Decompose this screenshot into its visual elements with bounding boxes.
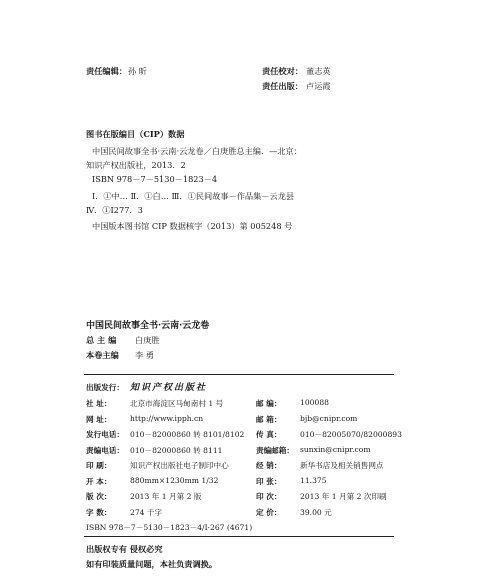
publisher-right-value-1: bjb@cnipr.com [300, 413, 358, 423]
publisher-right-label-7: 定 价： [256, 507, 282, 517]
cip-classification-1: Ⅰ．①中… Ⅱ．①白… Ⅲ．①民间故事－作品集－云龙县 [92, 191, 295, 201]
book-title: 中国民间故事全书·云南·云龙卷 [86, 321, 210, 331]
publisher-left-label-4: 印 刷： [86, 461, 112, 470]
publisher-right-label-2: 传 真： [256, 430, 282, 439]
proof: 董志英 [306, 66, 331, 76]
top-rule [84, 374, 394, 375]
publisher-left-label-1: 网 址： [86, 414, 112, 424]
publisher-left-label-6: 版 次： [86, 492, 112, 501]
publisher-right-value-2: 010－82005070/82000893 [300, 430, 402, 439]
publishing: 卢运霞 [306, 81, 331, 91]
responsible-editor: 孙 昕 [128, 66, 147, 76]
chief-editor: 白庚胜 [135, 335, 160, 345]
publisher-left-value-0: 北京市海淀区马甸南村 1 号 [130, 399, 224, 408]
bottom-rule [84, 536, 394, 537]
publisher-right-value-4: 新华书店及相关销售网点 [300, 461, 384, 470]
publisher-right-value-3: sunxin@cnipr.com [300, 444, 371, 454]
publisher-left-label-5: 开 本： [86, 476, 112, 486]
publisher-right-label-0: 邮 编： [256, 399, 282, 408]
publisher-right-value-7: 39.00 元 [300, 507, 332, 517]
quality-notice: 如有印装质量问题，本社负责调换。 [86, 559, 218, 569]
responsible-editor-label: 责任编辑： [86, 66, 127, 76]
cip-line-1: 中国民间故事全书·云南·云龙卷／白庚胜总主编．—北京： [92, 146, 302, 156]
publisher-right-value-6: 2013 年 1 月第 2 次印刷 [300, 492, 387, 501]
publisher-left-value-1: http://www.ipph.cn [130, 413, 204, 423]
cip-heading: 图书在版编目（CIP）数据 [86, 129, 185, 139]
publisher-left-value-3: 010－82000860 转 8111 [130, 445, 223, 455]
publishing-label: 责任出版： [262, 81, 303, 91]
copyright-notice: 出版权专有 侵权必究 [86, 544, 163, 554]
publisher-right-label-4: 经 销： [256, 461, 282, 470]
isbn-full: ISBN 978－7－5130－1823－4/I·267 (4671) [86, 523, 253, 532]
publisher-right-value-0: 100088 [300, 398, 329, 407]
publisher-right-value-5: 11.375 [300, 475, 327, 485]
publisher-left-label-2: 发行电话： [86, 430, 124, 439]
publisher-left-label-3: 责编电话： [86, 445, 124, 455]
publisher-left-value-2: 010－82000860 转 8101/8102 [130, 430, 245, 439]
publisher-left-value-6: 2013 年 1 月第 2 版 [130, 492, 202, 501]
publisher-right-label-3: 责编邮箱： [256, 445, 294, 455]
publisher-right-label-6: 印 次： [256, 492, 282, 501]
publisher-right-label-5: 印 张： [256, 476, 282, 486]
proof-label: 责任校对： [262, 66, 303, 76]
publisher-left-label-0: 社 址： [86, 399, 112, 408]
publisher-left-value-4: 知识产权出版社电子制印中心 [130, 461, 229, 470]
issuer-name: 知识产权出版社 [130, 383, 208, 393]
cip-isbn: ISBN 978－7－5130－1823－4 [92, 174, 218, 184]
volume-editor-label: 本卷主编 [86, 350, 119, 360]
issuer-label: 出版发行： [86, 383, 124, 392]
volume-editor: 李 勇 [135, 350, 154, 360]
publisher-left-value-7: 274 千字 [130, 507, 163, 517]
publisher-left-label-7: 字 数： [86, 507, 112, 517]
chief-editor-label: 总 主 编 [86, 335, 117, 345]
cip-data-number: 中国版本图书馆 CIP 数据核字（2013）第 005248 号 [92, 221, 293, 231]
publisher-left-value-5: 880mm×1230mm 1/32 [130, 475, 219, 485]
publisher-right-label-1: 邮 箱： [256, 414, 282, 424]
cip-classification-2: Ⅳ．①I277．3 [86, 205, 143, 215]
cip-line-2: 知识产权出版社，2013．2 [86, 160, 186, 170]
